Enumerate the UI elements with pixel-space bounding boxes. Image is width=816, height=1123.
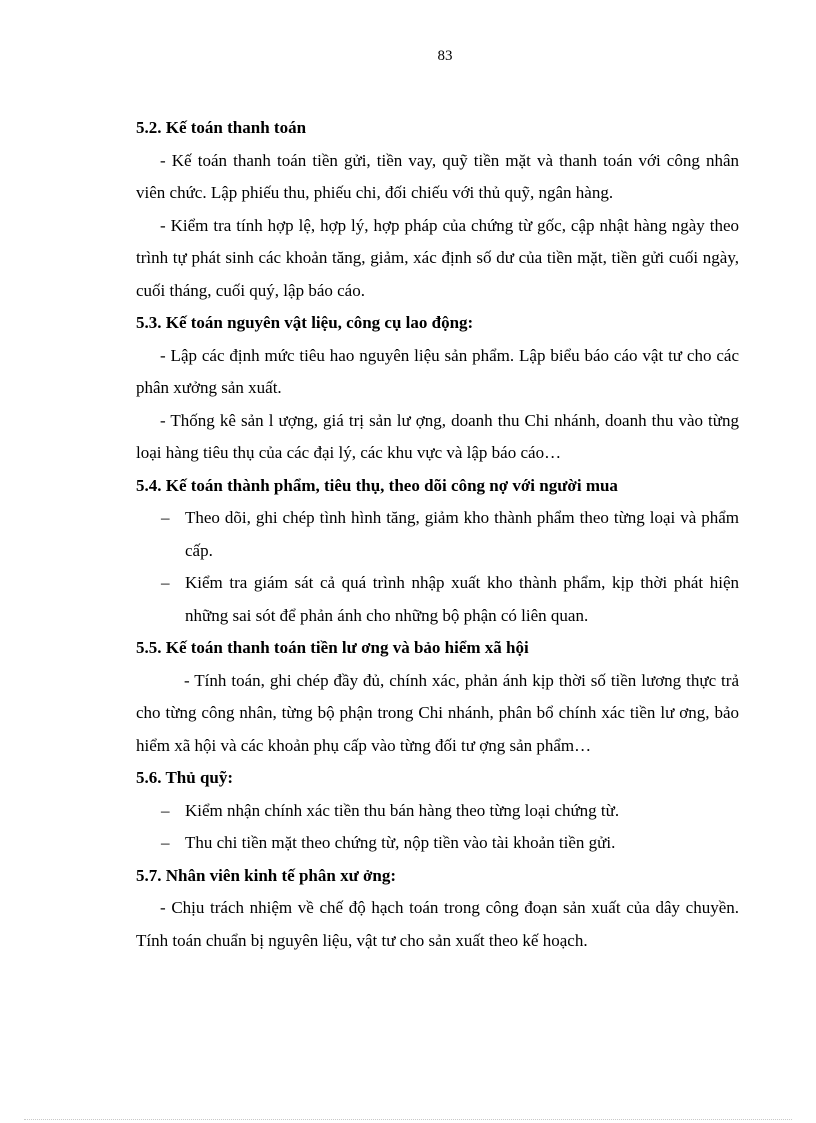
- dash-bullet: –: [161, 833, 170, 852]
- dash-bullet: –: [161, 800, 170, 820]
- list-item: [136, 827, 739, 860]
- dash-list: [136, 502, 739, 632]
- paragraph: - Chịu trách nhiệm về chế độ hạch toán trong công đoạn sản xuất của dây chuyền. Tính toán chuẩn bị nguyên liệu, vật tư cho sản xuất theo kế hoạch.: [136, 898, 739, 950]
- section-heading-5-3: 5.3. Kế toán nguyên vật liệu, công cụ lao động:: [136, 313, 474, 332]
- paragraph: - Tính toán, ghi chép đầy đủ, chính xác, phản ánh kịp thời số tiền lương thực trả cho từng công nhân, từng bộ phận trong Chi nhánh, phân bổ chính xác tiền lư ơng, bảo hiểm xã hội và các khoản phụ cấp vào từng đối tư ợng sản phẩm…: [136, 670, 739, 755]
- section-heading-5-2: 5.2. Kế toán thanh toán: [136, 118, 307, 137]
- list-item-text: Thu chi tiền mặt theo chứng từ, nộp tiền vào tài khoản tiền gửi.: [185, 833, 616, 852]
- list-item: [136, 502, 739, 567]
- dash-bullet: –: [161, 573, 170, 592]
- list-item: [136, 567, 739, 632]
- list-item: [136, 795, 739, 828]
- section-heading-5-5: 5.5. Kế toán thanh toán tiền lư ơng và bảo hiểm xã hội: [136, 638, 529, 657]
- document-body: [136, 112, 739, 957]
- section-heading-5-7: 5.7. Nhân viên kinh tế phân xư ởng:: [136, 865, 397, 885]
- list-item-text: Kiểm nhận chính xác tiền thu bán hàng theo từng loại chứng từ.: [185, 800, 620, 820]
- dash-list: [136, 795, 739, 860]
- dash-bullet: –: [161, 508, 170, 527]
- paragraph: - Kiểm tra tính hợp lệ, hợp lý, hợp pháp của chứng từ gốc, cập nhật hàng ngày theo trình tự phát sinh các khoản tăng, giảm, xác định số dư của tiền mặt, tiền gửi cuối ngày, cuối tháng, cuối quý, lập báo cáo.: [136, 215, 739, 300]
- paragraph: - Lập các định mức tiêu hao nguyên liệu sản phẩm. Lập biểu báo cáo vật tư cho các phân xưởng sản xuất.: [136, 345, 739, 397]
- paragraph: - Thống kê sản l ượng, giá trị sản lư ợng, doanh thu Chi nhánh, doanh thu vào từng loại hàng tiêu thụ của các đại lý, các khu vực và lập báo cáo…: [136, 410, 739, 462]
- section-heading-5-4: 5.4. Kế toán thành phẩm, tiêu thụ, theo dõi công nợ với người mua: [136, 475, 618, 495]
- page-number: 83: [437, 48, 453, 64]
- paragraph: - Kế toán thanh toán tiền gửi, tiền vay, quỹ tiền mặt và thanh toán với công nhân viên chức. Lập phiếu thu, phiếu chi, đối chiếu với thủ quỹ, ngân hàng.: [136, 150, 739, 202]
- section-heading-5-6: 5.6. Thủ quỹ:: [136, 768, 234, 787]
- page-bottom-border: [24, 1119, 792, 1120]
- list-item-text: Kiểm tra giám sát cả quá trình nhập xuất kho thành phẩm, kịp thời phát hiện những sai sót để phản ánh cho những bộ phận có liên quan.: [185, 573, 739, 625]
- list-item-text: Theo dõi, ghi chép tình hình tăng, giảm kho thành phẩm theo từng loại và phẩm cấp.: [185, 508, 739, 560]
